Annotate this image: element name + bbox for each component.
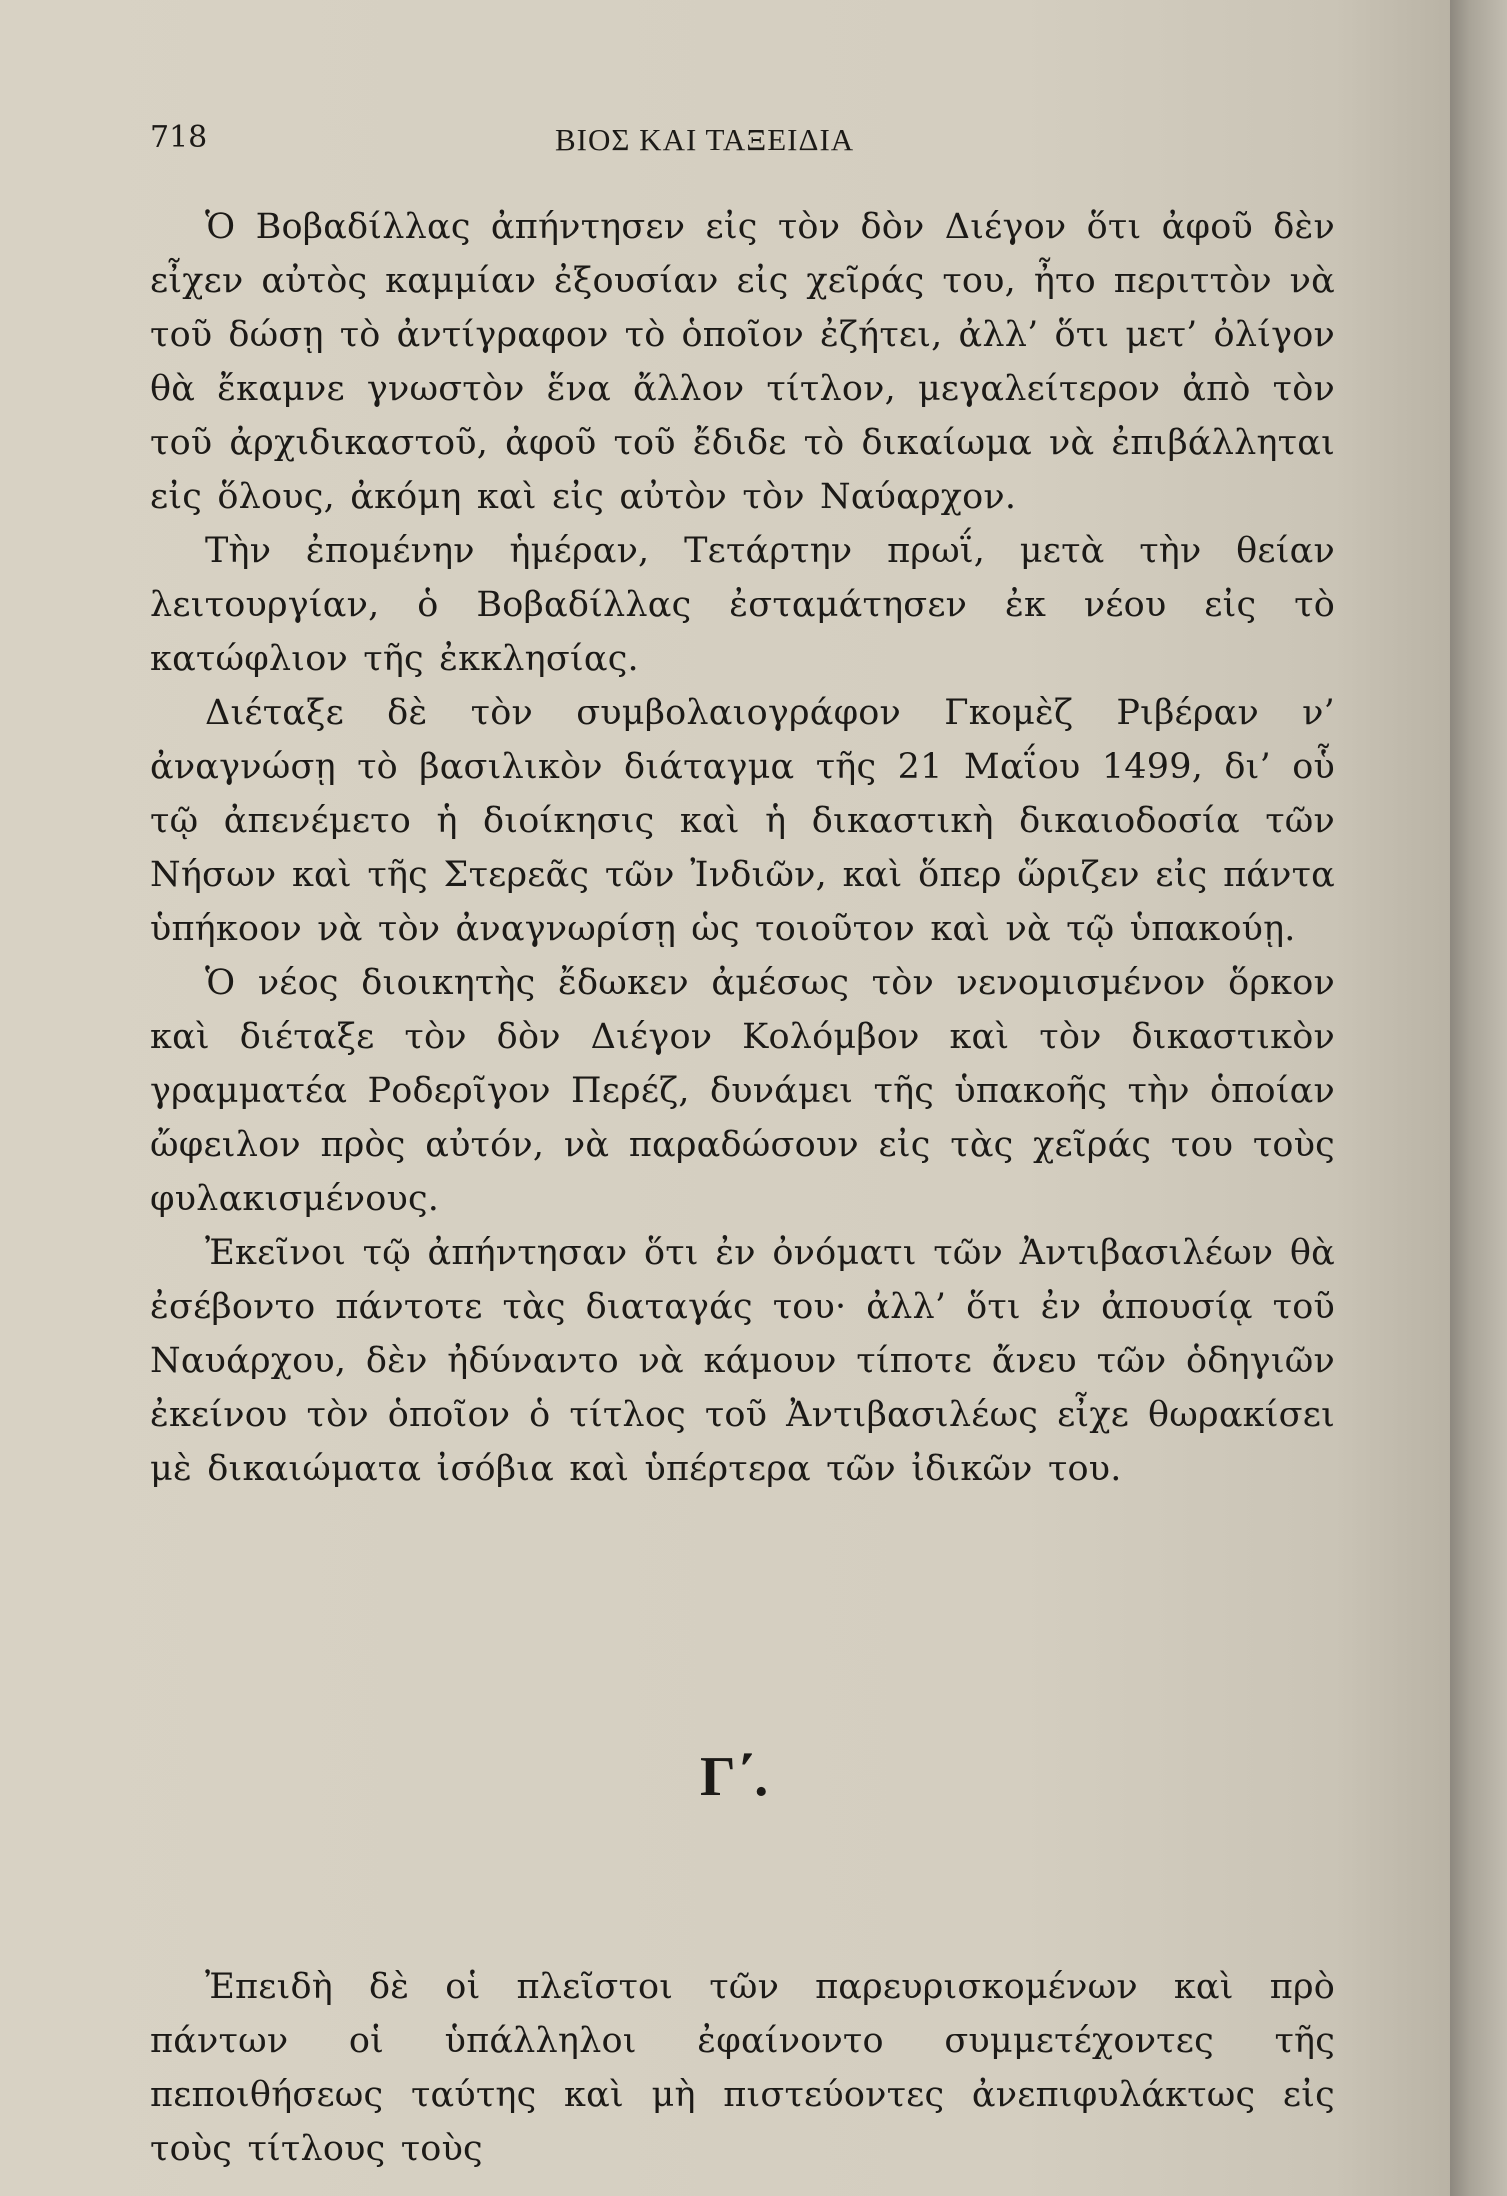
closing-paragraph: Ἐπειδὴ δὲ οἱ πλεῖστοι τῶν παρευρισκομένων καὶ πρὸ πάντων οἱ ὑπάλληλοι ἐφαίνοντο συμμετέχοντες τῆς πεποιθήσεως ταύτης καὶ μὴ πιστεύοντες ἀνεπιφυλάκτως εἰς τοὺς τίτλους τοὺς	[150, 1967, 1335, 2169]
paragraph-2: Τὴν ἐπομένην ἡμέραν, Τετάρτην πρωΐ, μετὰ τὴν θείαν λειτουργίαν, ὁ Βοβαδίλλας ἐσταμάτησεν ἐκ νέου εἰς τὸ κατώφλιον τῆς ἐκκλησίας.	[150, 531, 1335, 679]
book-gutter-shadow	[1450, 0, 1507, 2196]
paragraph-3: Διέταξε δὲ τὸν συμβολαιογράφον Γκομὲζ Ριβέραν ν’ ἀναγνώσῃ τὸ βασιλικὸν διάταγμα τῆς 21 Μαΐου 1499, δι’ οὗ τῷ ἀπενέμετο ἡ διοίκησις καὶ ἡ δικαστικὴ δικαιοδοσία τῶν Νήσων καὶ τῆς Στερεᾶς τῶν Ἰνδιῶν, καὶ ὅπερ ὥριζεν εἰς πάντα ὑπήκοον νὰ τὸν ἀναγνωρίσῃ ὡς τοιοῦτον καὶ νὰ τῷ ὑπακούῃ.	[150, 693, 1335, 949]
section-heading: Γ΄.	[700, 1746, 769, 1808]
main-text	[150, 200, 1335, 1496]
paragraph-4: Ὁ νέος διοικητὴς ἔδωκεν ἀμέσως τὸν νενομισμένον ὅρκον καὶ διέταξε τὸν δὸν Διέγον Κολόμβον καὶ τὸν δικαστικὸν γραμματέα Ροδερῖγον Περέζ, δυνάμει τῆς ὑπακοῆς τὴν ὁποίαν ὤφειλον πρὸς αὐτόν, νὰ παραδώσουν εἰς τὰς χεῖράς του τοὺς φυλακισμένους.	[150, 963, 1335, 1219]
running-title: ΒΙΟΣ ΚΑΙ ΤΑΞΕΙΔΙΑ	[555, 122, 855, 157]
page-number: 718	[150, 120, 208, 155]
paragraph-1: Ὁ Βοβαδίλλας ἀπήντησεν εἰς τὸν δὸν Διέγον ὅτι ἀφοῦ δὲν εἶχεν αὐτὸς καμμίαν ἐξουσίαν εἰς χεῖράς του, ἦτο περιττὸν νὰ τοῦ δώσῃ τὸ ἀντίγραφον τὸ ὁποῖον ἐζήτει, ἀλλ’ ὅτι μετ’ ὀλίγον θὰ ἔκαμνε γνωστὸν ἕνα ἄλλον τίτλον, μεγαλείτερον ἀπὸ τὸν τοῦ ἀρχιδικαστοῦ, ἀφοῦ τοῦ ἔδιδε τὸ δικαίωμα νὰ ἐπιβάλληται εἰς ὅλους, ἀκόμη καὶ εἰς αὐτὸν τὸν Ναύαρχον.	[150, 207, 1335, 517]
paragraph-5: Ἐκεῖνοι τῷ ἀπήντησαν ὅτι ἐν ὀνόματι τῶν Ἀντιβασιλέων θὰ ἐσέβοντο πάντοτε τὰς διαταγάς του· ἀλλ’ ὅτι ἐν ἀπουσίᾳ τοῦ Ναυάρχου, δὲν ἠδύναντο νὰ κάμουν τίποτε ἄνευ τῶν ὁδηγιῶν ἐκείνου τὸν ὁποῖον ὁ τίτλος τοῦ Ἀντιβασιλέως εἶχε θωρακίσει μὲ δικαιώματα ἰσόβια καὶ ὑπέρτερα τῶν ἰδικῶν του.	[150, 1233, 1335, 1489]
continuation-text	[150, 1960, 1335, 2176]
page-header	[150, 120, 1330, 170]
